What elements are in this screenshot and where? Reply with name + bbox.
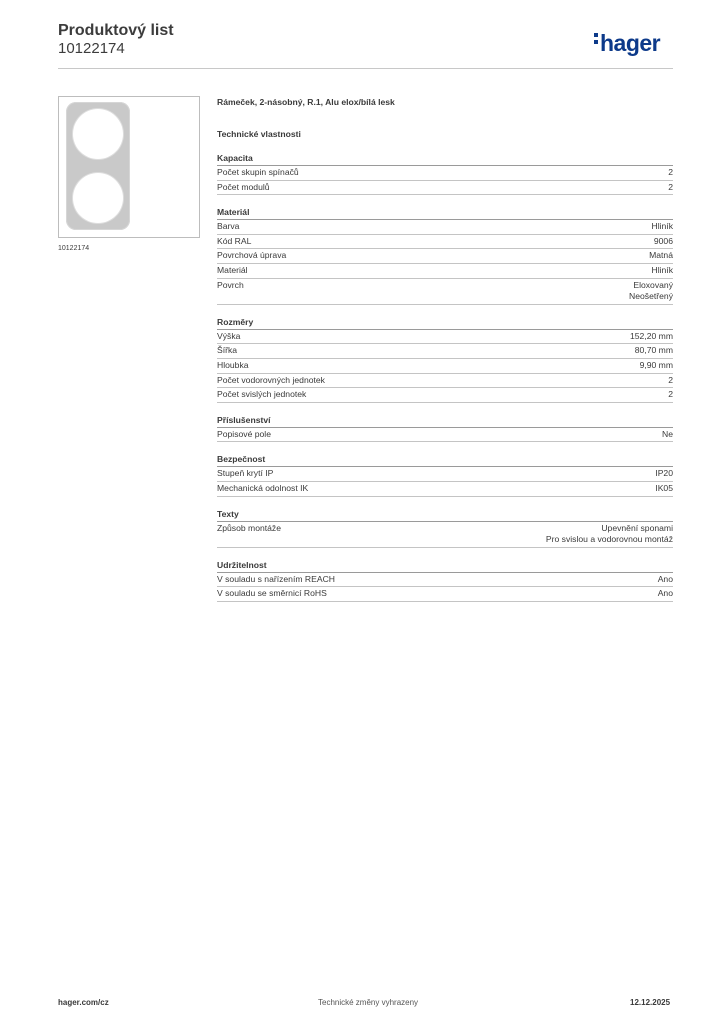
- section-title: Materiál: [217, 207, 673, 220]
- property-row: [217, 482, 673, 497]
- property-section: [217, 317, 673, 403]
- product-number: 10122174: [58, 40, 125, 57]
- hager-logo: [594, 30, 660, 57]
- property-value-line: Ano: [657, 573, 673, 584]
- property-value: [635, 345, 673, 357]
- footer-website: hager.com/cz: [58, 998, 109, 1007]
- property-label: V souladu se směrnicí RoHS: [217, 588, 327, 599]
- property-value-line: IK05: [655, 482, 673, 493]
- property-value: [630, 331, 673, 343]
- property-value: [655, 468, 673, 480]
- property-row: [217, 330, 673, 345]
- property-value-line: 2: [668, 167, 673, 177]
- property-value-line: 9006: [653, 235, 673, 246]
- property-label: Kód RAL: [217, 235, 252, 246]
- property-row: [217, 264, 673, 279]
- property-label: V souladu s nařízením REACH: [217, 573, 335, 584]
- property-value: [649, 250, 673, 262]
- property-label: Barva: [217, 221, 240, 232]
- product-name: Rámeček, 2-násobný, R.1, Alu elox/bílá lesk: [217, 97, 395, 107]
- property-label: Počet modulů: [217, 181, 270, 192]
- property-row: [217, 181, 673, 196]
- section-title: Udržitelnost: [217, 560, 673, 573]
- property-label: Způsob montáže: [217, 522, 282, 533]
- property-value-line: 80,70 mm: [634, 345, 673, 356]
- property-label: Výška: [217, 330, 241, 341]
- property-row: [217, 359, 673, 374]
- property-value: [658, 588, 673, 600]
- property-label: Počet svislých jednotek: [217, 389, 307, 400]
- property-value: [546, 523, 673, 546]
- property-value: [629, 280, 673, 303]
- section-title: Příslušenství: [217, 415, 673, 428]
- property-row: [217, 279, 673, 305]
- property-row: [217, 388, 673, 403]
- property-value-line: 152,20 mm: [630, 330, 673, 341]
- property-row: [217, 522, 673, 548]
- product-details: [217, 97, 673, 602]
- header-divider: [58, 68, 673, 69]
- property-row: [217, 166, 673, 181]
- property-value-line: Ne: [662, 428, 673, 439]
- property-row: [217, 428, 673, 443]
- property-value-line: 2: [668, 181, 673, 192]
- property-label: Počet vodorovných jednotek: [217, 374, 325, 385]
- property-value: [652, 265, 674, 277]
- property-label: Šířka: [217, 345, 238, 356]
- frame-plate-image: [66, 102, 130, 230]
- property-value: [668, 375, 673, 387]
- property-value-line: 2: [668, 389, 673, 400]
- section-title: Texty: [217, 509, 673, 522]
- property-row: [217, 467, 673, 482]
- property-section: [217, 153, 673, 195]
- product-image: [58, 96, 200, 238]
- property-label: Stupeň krytí IP: [217, 468, 274, 479]
- frame-opening-bottom: [73, 173, 123, 223]
- property-label: Povrch: [217, 279, 244, 290]
- property-label: Popisové pole: [217, 428, 271, 439]
- property-section: [217, 560, 673, 602]
- property-row: [217, 587, 673, 602]
- property-value: [668, 389, 673, 401]
- property-label: Mechanická odolnost IK: [217, 482, 309, 493]
- property-value: [655, 483, 673, 495]
- property-row: [217, 249, 673, 264]
- property-row: [217, 235, 673, 250]
- footer-date: 12.12.2025: [630, 998, 671, 1007]
- property-value-line: Pro svislou a vodorovnou montáž: [545, 534, 673, 545]
- logo-text: hager: [600, 30, 661, 56]
- property-value-line: Matná: [649, 250, 673, 261]
- property-section: [217, 454, 673, 496]
- property-label: Hloubka: [217, 359, 249, 370]
- property-section: [217, 415, 673, 443]
- property-label: Povrchová úprava: [217, 250, 287, 261]
- property-label: Počet skupin spínačů: [217, 167, 299, 177]
- property-value-line: 2: [668, 374, 673, 385]
- property-value: [668, 167, 673, 179]
- property-sections: [217, 153, 673, 602]
- section-title: Rozměry: [217, 317, 673, 330]
- property-row: [217, 344, 673, 359]
- property-value-line: Hliník: [651, 264, 673, 275]
- property-value: [640, 360, 673, 372]
- property-value: [654, 236, 673, 248]
- property-row: [217, 374, 673, 389]
- property-row: [217, 220, 673, 235]
- property-value: [662, 429, 673, 441]
- property-value-line: 9,90 mm: [639, 359, 673, 370]
- section-title: Kapacita: [217, 153, 673, 166]
- property-value-line: Upevnění sponami: [601, 522, 673, 533]
- property-row: [217, 573, 673, 588]
- section-title: Bezpečnost: [217, 454, 673, 467]
- property-section: [217, 207, 673, 305]
- property-value-line: IP20: [655, 468, 673, 479]
- logo-dots-icon: [594, 33, 598, 47]
- property-value-line: Hliník: [651, 221, 673, 232]
- property-section: [217, 509, 673, 548]
- property-value: [658, 574, 673, 586]
- footer-notice: Technické změny vyhrazeny: [318, 998, 419, 1007]
- frame-opening-top: [73, 109, 123, 159]
- property-label: Materiál: [217, 264, 248, 275]
- property-value-line: Ano: [657, 588, 673, 599]
- property-value: [668, 182, 673, 194]
- property-value: [652, 221, 674, 233]
- technical-properties-heading: Technické vlastnosti: [217, 129, 301, 139]
- document-title: Produktový list: [58, 22, 174, 39]
- image-caption: 10122174: [58, 245, 90, 252]
- property-value-line: Eloxovaný: [633, 279, 673, 290]
- property-value-line: Neošetřený: [629, 291, 673, 302]
